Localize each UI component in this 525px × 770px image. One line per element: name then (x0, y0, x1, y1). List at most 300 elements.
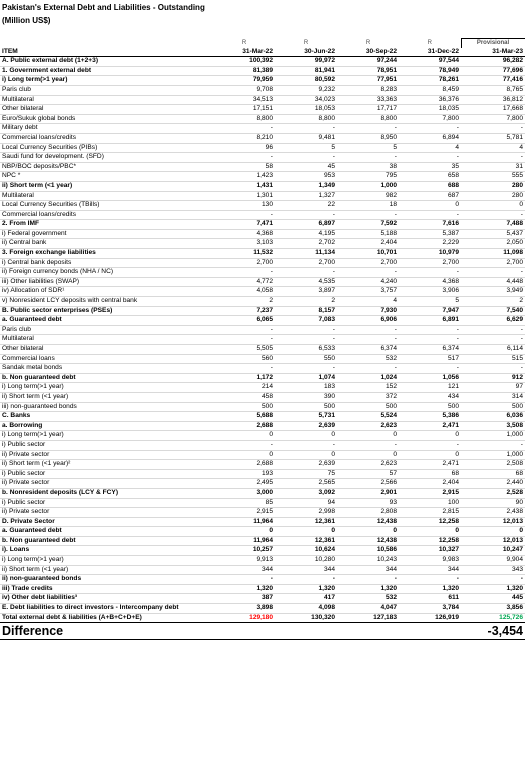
row-value: 9,481 (275, 133, 337, 143)
total-value: 127,183 (337, 613, 399, 623)
row-value: 0 (337, 431, 399, 441)
row-value: - (213, 124, 275, 134)
row-value: - (275, 440, 337, 450)
row-label: a. Guaranteed debt (0, 527, 213, 537)
row-label: i) Long term(>1 year) (0, 556, 213, 566)
row-value: 99,972 (275, 57, 337, 67)
row-value: 7,083 (275, 316, 337, 326)
row-value: 12,438 (337, 536, 399, 546)
table-row (0, 133, 525, 143)
row-label: Sandak metal bonds (0, 364, 213, 374)
row-value: 68 (461, 469, 525, 479)
row-label: i) Long term(>1 year) (0, 383, 213, 393)
row-value: 10,280 (275, 556, 337, 566)
row-value: 7,592 (337, 220, 399, 230)
table-row (0, 201, 525, 211)
row-value: 0 (399, 527, 461, 537)
row-label: D. Private Sector (0, 517, 213, 527)
row-value: - (275, 575, 337, 585)
row-value: 4 (399, 143, 461, 153)
row-label: Local Currency Securities (PIBs) (0, 143, 213, 153)
row-label: B. Public sector enterprises (PSEs) (0, 306, 213, 316)
row-value: 38 (337, 162, 399, 172)
row-value: - (275, 268, 337, 278)
table-row (0, 76, 525, 86)
row-value: 2,688 (213, 421, 275, 431)
row-value: 0 (275, 527, 337, 537)
row-label: b. Non guaranteed debt (0, 373, 213, 383)
row-value: 18 (337, 201, 399, 211)
row-value: 0 (399, 431, 461, 441)
row-value: 6,897 (275, 220, 337, 230)
row-value: 2,440 (461, 479, 525, 489)
table-row (0, 354, 525, 364)
row-label: Multilateral (0, 191, 213, 201)
table-row (0, 364, 525, 374)
row-label: i) Public sector (0, 498, 213, 508)
row-value: 5,188 (337, 229, 399, 239)
row-value: 4,535 (275, 277, 337, 287)
table-row (0, 517, 525, 527)
row-value: - (337, 440, 399, 450)
row-value: 78,951 (337, 66, 399, 76)
row-value: 6,906 (337, 316, 399, 326)
row-value: 130 (213, 201, 275, 211)
table-row (0, 124, 525, 134)
table-row (0, 239, 525, 249)
table-title-block (2, 1, 205, 27)
row-value: 5,505 (213, 345, 275, 355)
row-value: 4,047 (337, 604, 399, 614)
table-row (0, 412, 525, 422)
row-value: 658 (399, 172, 461, 182)
row-value: - (461, 335, 525, 345)
row-value: 11,134 (275, 249, 337, 259)
row-value: 3,757 (337, 287, 399, 297)
table-row (0, 277, 525, 287)
row-value: 2,998 (275, 508, 337, 518)
row-value: 2,639 (275, 421, 337, 431)
row-value: - (213, 210, 275, 220)
row-label: i) Public sector (0, 469, 213, 479)
header-row (0, 48, 525, 57)
row-label: Multilateral (0, 335, 213, 345)
row-value: 12,013 (461, 536, 525, 546)
row-value: 10,624 (275, 546, 337, 556)
row-value: 96 (213, 143, 275, 153)
row-value: - (213, 440, 275, 450)
table-row (0, 162, 525, 172)
row-value: 7,540 (461, 306, 525, 316)
row-value: 4,058 (213, 287, 275, 297)
row-value: 10,586 (337, 546, 399, 556)
row-value: 8,800 (275, 114, 337, 124)
row-value: 532 (337, 354, 399, 364)
table-row (0, 450, 525, 460)
row-value: 1,320 (399, 584, 461, 594)
table-row (0, 181, 525, 191)
row-value: 11,964 (213, 517, 275, 527)
row-value: - (461, 440, 525, 450)
row-value: 3,000 (213, 488, 275, 498)
row-value: - (337, 268, 399, 278)
row-value: 2,700 (461, 258, 525, 268)
revised-flag: R (241, 39, 247, 46)
row-value: 6,374 (399, 345, 461, 355)
table-row (0, 546, 525, 556)
column-header-item: ITEM (0, 48, 213, 57)
row-value: - (461, 124, 525, 134)
row-value: 3,092 (275, 488, 337, 498)
table-title: Pakistan's External Debt and Liabilities - Outstanding (2, 3, 205, 12)
row-value: 80,592 (275, 76, 337, 86)
row-value: 0 (337, 527, 399, 537)
row-value: 1,024 (337, 373, 399, 383)
row-value: 515 (461, 354, 525, 364)
table-row (0, 556, 525, 566)
row-value: 344 (337, 565, 399, 575)
revised-flag: R (303, 39, 309, 46)
revision-flag-row (0, 39, 525, 48)
row-label: ii) Foreign currency bonds (NHA / NC) (0, 268, 213, 278)
row-value: 5,781 (461, 133, 525, 143)
total-value: 126,919 (399, 613, 461, 623)
row-value: 9,232 (275, 85, 337, 95)
row-value: 75 (275, 469, 337, 479)
row-value: - (337, 124, 399, 134)
row-value: 85 (213, 498, 275, 508)
row-value: 18,035 (399, 105, 461, 115)
row-value: 1,320 (337, 584, 399, 594)
row-value: 94 (275, 498, 337, 508)
row-value: 344 (275, 565, 337, 575)
row-value: 1,327 (275, 191, 337, 201)
row-value: 500 (399, 402, 461, 412)
table-row (0, 85, 525, 95)
difference-row (0, 623, 525, 640)
row-value: 8,800 (337, 114, 399, 124)
row-value: 2,815 (399, 508, 461, 518)
table-row (0, 287, 525, 297)
row-value: - (337, 153, 399, 163)
table-row (0, 575, 525, 585)
row-value: 17,668 (461, 105, 525, 115)
row-value: 0 (461, 201, 525, 211)
row-value: 2,495 (213, 479, 275, 489)
blank-cell (337, 623, 399, 640)
row-value: 12,361 (275, 536, 337, 546)
row-value: 9,708 (213, 85, 275, 95)
row-value: 4,448 (461, 277, 525, 287)
row-value: 0 (275, 431, 337, 441)
row-value: 0 (337, 450, 399, 460)
row-value: - (399, 325, 461, 335)
table-row (0, 527, 525, 537)
row-value: - (275, 335, 337, 345)
row-value: 3,897 (275, 287, 337, 297)
row-label: NBP/BOC deposits/PBC* (0, 162, 213, 172)
row-value: 2,229 (399, 239, 461, 249)
row-value: 93 (337, 498, 399, 508)
row-value: - (275, 153, 337, 163)
row-value: 68 (399, 469, 461, 479)
row-label: a. Borrowing (0, 421, 213, 431)
row-value: 1,431 (213, 181, 275, 191)
row-value: 982 (337, 191, 399, 201)
row-value: 3,784 (399, 604, 461, 614)
row-value: 2,623 (337, 421, 399, 431)
table-row (0, 210, 525, 220)
row-value: 5,731 (275, 412, 337, 422)
row-value: - (213, 325, 275, 335)
row-value: 35 (399, 162, 461, 172)
table-row (0, 565, 525, 575)
row-value: 10,701 (337, 249, 399, 259)
row-value: - (461, 325, 525, 335)
row-value: 555 (461, 172, 525, 182)
row-value: 8,157 (275, 306, 337, 316)
table-row (0, 66, 525, 76)
table-row (0, 335, 525, 345)
row-value: 2,700 (337, 258, 399, 268)
row-value: - (275, 364, 337, 374)
table-row (0, 191, 525, 201)
table-row (0, 297, 525, 307)
row-label: Paris club (0, 85, 213, 95)
row-value: 2,639 (275, 460, 337, 470)
row-value: 77,696 (461, 66, 525, 76)
row-label: i) Public sector (0, 440, 213, 450)
row-value: 7,947 (399, 306, 461, 316)
row-value: 6,894 (399, 133, 461, 143)
row-label: i) Long term(>1 year) (0, 76, 213, 86)
row-value: 500 (461, 402, 525, 412)
row-value: 9,913 (213, 556, 275, 566)
row-value: 8,459 (399, 85, 461, 95)
row-value: - (399, 153, 461, 163)
row-label: Commercial loans (0, 354, 213, 364)
row-value: - (213, 335, 275, 345)
row-value: 34,513 (213, 95, 275, 105)
row-value: 77,416 (461, 76, 525, 86)
row-value: 10,243 (337, 556, 399, 566)
row-value: - (337, 210, 399, 220)
blank-cell (275, 623, 337, 640)
table-row (0, 392, 525, 402)
row-label: i) Long term(>1 year) (0, 431, 213, 441)
row-value: 0 (213, 450, 275, 460)
row-value: 10,247 (461, 546, 525, 556)
row-value: 12,258 (399, 517, 461, 527)
row-label: ii) Private sector (0, 450, 213, 460)
row-value: 3,949 (461, 287, 525, 297)
row-value: 2,700 (275, 258, 337, 268)
row-value: 795 (337, 172, 399, 182)
debt-table (0, 38, 525, 640)
row-value: 18,053 (275, 105, 337, 115)
row-value: 8,210 (213, 133, 275, 143)
row-value: 7,800 (461, 114, 525, 124)
row-value: 10,979 (399, 249, 461, 259)
table-row (0, 325, 525, 335)
row-value: 214 (213, 383, 275, 393)
row-value: 3,898 (213, 604, 275, 614)
row-value: 2,404 (337, 239, 399, 249)
row-value: 58 (213, 162, 275, 172)
row-label: iv) Allocation of SDR¹ (0, 287, 213, 297)
row-label: C. Banks (0, 412, 213, 422)
row-value: 560 (213, 354, 275, 364)
table-row (0, 536, 525, 546)
row-value: 2,901 (337, 488, 399, 498)
row-value: 2 (275, 297, 337, 307)
table-row (0, 508, 525, 518)
row-value: 36,812 (461, 95, 525, 105)
row-value: - (461, 575, 525, 585)
row-value: 81,389 (213, 66, 275, 76)
difference-label: Difference (0, 623, 213, 640)
row-value: 6,065 (213, 316, 275, 326)
row-value: 0 (213, 527, 275, 537)
row-value: - (275, 124, 337, 134)
row-value: 100,392 (213, 57, 275, 67)
row-value: 4,098 (275, 604, 337, 614)
table-row (0, 105, 525, 115)
row-label: Multilateral (0, 95, 213, 105)
row-value: - (461, 153, 525, 163)
row-value: 3,856 (461, 604, 525, 614)
row-value: 11,532 (213, 249, 275, 259)
row-label: i) Central bank deposits (0, 258, 213, 268)
table-row (0, 402, 525, 412)
row-value: 78,261 (399, 76, 461, 86)
row-value: - (399, 575, 461, 585)
row-value: 5,688 (213, 412, 275, 422)
table-row (0, 431, 525, 441)
row-value: 390 (275, 392, 337, 402)
blank-cell (0, 39, 213, 48)
row-label: Saudi fund for development. (SFD) (0, 153, 213, 163)
table-row (0, 220, 525, 230)
row-value: 4,195 (275, 229, 337, 239)
row-value: 1,423 (213, 172, 275, 182)
row-label: Paris club (0, 325, 213, 335)
row-label: ii) Short term (<1 year) (0, 181, 213, 191)
row-value: - (213, 268, 275, 278)
row-label: ii) Short term (<1 year) (0, 392, 213, 402)
row-value: - (337, 575, 399, 585)
table-row (0, 114, 525, 124)
table-row (0, 594, 525, 604)
row-label: Euro/Sukuk global bonds (0, 114, 213, 124)
row-value: 458 (213, 392, 275, 402)
row-value: 1,074 (275, 373, 337, 383)
row-value: - (461, 364, 525, 374)
row-value: 10,257 (213, 546, 275, 556)
row-value: 387 (213, 594, 275, 604)
row-value: 0 (213, 431, 275, 441)
row-label: ii) non-guaranteed bonds (0, 575, 213, 585)
table-row (0, 143, 525, 153)
row-value: - (213, 575, 275, 585)
row-value: 31 (461, 162, 525, 172)
row-value: 0 (275, 450, 337, 460)
row-value: 2,566 (337, 479, 399, 489)
table-row (0, 306, 525, 316)
row-value: 3,508 (461, 421, 525, 431)
table-row (0, 488, 525, 498)
row-value: 1,000 (337, 181, 399, 191)
row-label: i) Federal government (0, 229, 213, 239)
row-value: - (461, 210, 525, 220)
column-header-date: 30-Jun-22 (275, 48, 337, 57)
row-value: - (213, 364, 275, 374)
row-value: 2,508 (461, 460, 525, 470)
row-label: Commercial loans/credits (0, 133, 213, 143)
row-value: 0 (399, 201, 461, 211)
row-value: - (337, 325, 399, 335)
row-value: 500 (213, 402, 275, 412)
row-value: 45 (275, 162, 337, 172)
row-value: 5 (275, 143, 337, 153)
table-row (0, 584, 525, 594)
row-value: 2,702 (275, 239, 337, 249)
row-value: 8,283 (337, 85, 399, 95)
row-value: 688 (399, 181, 461, 191)
row-value: 12,258 (399, 536, 461, 546)
row-value: 22 (275, 201, 337, 211)
total-value: 130,320 (275, 613, 337, 623)
row-value: 81,941 (275, 66, 337, 76)
row-value: 2,528 (461, 488, 525, 498)
provisional-label: Provisional (461, 39, 525, 48)
column-header-date: 31-Dec-22 (399, 48, 461, 57)
row-value: 2,471 (399, 421, 461, 431)
table-row (0, 345, 525, 355)
row-value: 2,808 (337, 508, 399, 518)
row-value: 4 (461, 143, 525, 153)
row-value: 7,930 (337, 306, 399, 316)
row-label: Military debt (0, 124, 213, 134)
row-value: - (275, 325, 337, 335)
row-value: 96,282 (461, 57, 525, 67)
row-label: NPC * (0, 172, 213, 182)
row-value: 4,240 (337, 277, 399, 287)
row-label: 1. Government external debt (0, 66, 213, 76)
row-value: 912 (461, 373, 525, 383)
table-row (0, 373, 525, 383)
row-value: 11,098 (461, 249, 525, 259)
row-label: ii) Central bank (0, 239, 213, 249)
row-value: 6,114 (461, 345, 525, 355)
table-row (0, 258, 525, 268)
row-label: iii) Other liabilities (SWAP) (0, 277, 213, 287)
row-value: 0 (461, 527, 525, 537)
row-value: - (213, 153, 275, 163)
revised-flag: R (365, 39, 371, 46)
row-value: 77,951 (337, 76, 399, 86)
row-value: 6,036 (461, 412, 525, 422)
row-value: 1,320 (213, 584, 275, 594)
difference-value: -3,454 (461, 623, 525, 640)
row-value: - (399, 268, 461, 278)
row-value: 0 (399, 450, 461, 460)
row-value: 1,301 (213, 191, 275, 201)
row-value: 2 (461, 297, 525, 307)
row-value: 314 (461, 392, 525, 402)
row-value: 1,000 (461, 450, 525, 460)
row-value: 17,151 (213, 105, 275, 115)
